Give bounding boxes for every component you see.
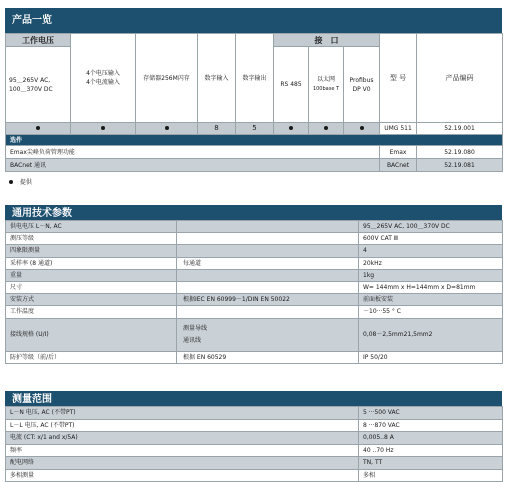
bullet-icon xyxy=(9,180,13,184)
general-table xyxy=(5,220,503,364)
spec-row: 安装方式 根据IEC EN 60999－1/DIN EN 50022 前面板安装 xyxy=(6,294,503,306)
supply-voltage-header: 工作电压 xyxy=(6,34,71,47)
general-title: 通用技术参数 xyxy=(5,205,502,220)
product-main-row xyxy=(6,123,503,135)
products-table xyxy=(5,33,503,172)
measurement-row: L－L 电压, AC (不带PT) 8 ···870 VAC xyxy=(6,419,503,432)
spec-row: 工作温度 －10···55 ° C xyxy=(6,306,503,318)
products-title: 产品一览 xyxy=(5,8,502,33)
voltage-spec: 95＿265V AC, 100＿370V DC xyxy=(6,47,71,123)
option-row xyxy=(6,159,503,172)
spec-row-connection: 接线规格 (U/I) 测量导线 通讯线 0,08－2,5mm21,5mm2 xyxy=(6,318,503,351)
measurement-title: 测量范围 xyxy=(5,391,502,406)
bullet-icon xyxy=(324,126,328,130)
bullet-icon xyxy=(36,126,40,130)
interface-header: 接 口 xyxy=(274,34,380,47)
option-part-no: 52.19.081 xyxy=(417,159,503,172)
measurement-row: L－N 电压, AC (不带PT) 5 ···500 VAC xyxy=(6,407,503,420)
spec-row: 重量 1kg xyxy=(6,269,503,281)
model-value: UMG 511 xyxy=(380,123,417,135)
option-name: Emax尖峰负荷管理功能 xyxy=(6,146,380,159)
option-part-no: 52.19.080 xyxy=(417,146,503,159)
digital-in-count: 8 xyxy=(198,123,236,135)
model-header: 型 号 xyxy=(380,34,417,123)
spec-row: 供电电压 L－N, AC 95＿265V AC, 100＿370V DC xyxy=(6,221,503,233)
measurement-row: 配电网络 TN, TT xyxy=(6,457,503,470)
digital-in-header: 数字输入 xyxy=(198,34,236,123)
option-name: BACnet 通讯 xyxy=(6,159,380,172)
option-model: Emax xyxy=(380,146,417,159)
part-no-header: 产品编码 xyxy=(417,34,503,123)
spec-row: 尺寸 W= 144mm x H=144mm x D=81mm xyxy=(6,281,503,293)
profibus-header: Profibus DP V0 xyxy=(344,47,380,123)
spec-row: 测压等级 600V CAT Ⅲ xyxy=(6,233,503,245)
bullet-icon xyxy=(289,126,293,130)
spec-row: 采样率 (8 通道) 每通道 20kHz xyxy=(6,257,503,269)
option-model: BACnet xyxy=(380,159,417,172)
measurement-row: 电流 (CT: x/1 and x/5A) 0,005..8 A xyxy=(6,432,503,445)
rs485-header: RS 485 xyxy=(274,47,309,123)
inputs-header: 4个电压输入 4个电流输入 xyxy=(71,34,136,123)
option-row xyxy=(6,146,503,159)
spec-row: 四象限测量 4 xyxy=(6,245,503,257)
bullet-icon xyxy=(360,126,364,130)
digital-out-header: 数字输出 xyxy=(236,34,274,123)
bullet-icon xyxy=(165,126,169,130)
memory-header: 存储器256M闪存 xyxy=(136,34,198,123)
legend-label: 提供 xyxy=(19,179,32,186)
measurement-row: 多相测量 多相 xyxy=(6,469,503,482)
spec-row: 防护等级（前/后） 根据 EN 60529 IP 50/20 xyxy=(6,351,503,363)
ethernet-header: 以太网 100base T xyxy=(309,47,344,123)
measurement-table xyxy=(5,406,503,482)
legend xyxy=(9,177,32,186)
measurement-row: 频率 40 ..70 Hz xyxy=(6,444,503,457)
bullet-icon xyxy=(101,126,105,130)
part-no-value: 52.19.001 xyxy=(417,123,503,135)
digital-out-count: 5 xyxy=(236,123,274,135)
options-title: 选件 xyxy=(6,135,503,146)
